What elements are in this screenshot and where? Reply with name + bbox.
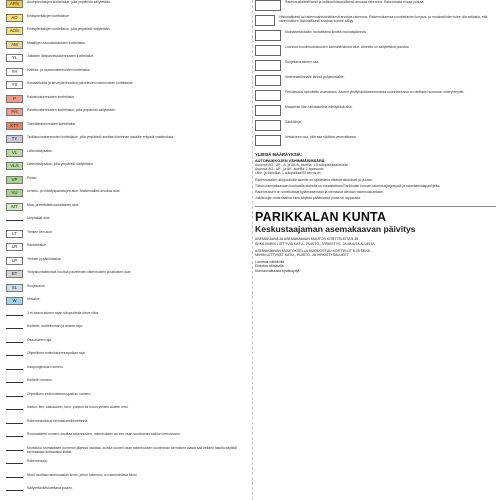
legend-row bbox=[255, 90, 496, 103]
legend-description: Maatilojen talouskeskusten korttelialue. bbox=[27, 40, 86, 45]
legend-row bbox=[4, 311, 252, 325]
legend-symbol: YL bbox=[6, 54, 23, 62]
legend-row bbox=[4, 41, 252, 55]
legend-row bbox=[4, 108, 252, 122]
legend-description: Vesialueen osa, jolle saa sijoittaa venevalkama. bbox=[285, 135, 357, 139]
legend-description: Yhdyskuntateknistä huoltoa palvelevien rakennusten ja laitosten alue. bbox=[27, 270, 132, 274]
legend-row bbox=[4, 230, 252, 244]
legend-description: Ohjeellisen tontin/rakennuspaikan numero. bbox=[27, 391, 92, 396]
legend-row bbox=[4, 203, 252, 217]
regulation-paragraph: Rakennusalan ulkopuolisille alueille on sijoitettava riittävät istutukset ja puusto. bbox=[255, 177, 373, 182]
legend-description: Nuoli osoittaa rakennusalan sivun, johon rakennus on rakennettava kiinni. bbox=[27, 472, 138, 477]
title-line: Ehdotus nähtävillä bbox=[255, 264, 284, 269]
legend-symbol: VL bbox=[6, 149, 23, 157]
legend-description: Suojeltava alueen osa. bbox=[285, 60, 320, 64]
legend-row bbox=[4, 378, 252, 392]
legend-row bbox=[4, 27, 252, 41]
legend-symbol: MT bbox=[6, 203, 23, 211]
legend-description: Puisto. bbox=[27, 175, 38, 180]
legend-symbol: KTY bbox=[6, 122, 23, 130]
legend-symbol bbox=[6, 432, 23, 440]
legend-list-right bbox=[255, 0, 496, 148]
legend-description: Korttelin, korttelinosan ja alueen raja. bbox=[27, 324, 83, 328]
legend-description: Vedenhankinnalle tärkeä pohjavesialue. bbox=[285, 75, 345, 79]
legend-description: Asuinpientalojen korttelialue, jolla ympäristö säilytetään. bbox=[27, 0, 111, 4]
left-legend-column bbox=[4, 0, 252, 500]
legend-description: Umpiaidat alue. bbox=[27, 216, 51, 220]
legend-row bbox=[4, 68, 252, 82]
legend-row bbox=[4, 81, 252, 95]
legend-list bbox=[4, 0, 252, 500]
legend-description: Perkitavaksi tarkoitettu aluevaraus. Alueen yksityiskohtaisemmassa suunnittelussa on otettava huomioon viheryhteydet. bbox=[285, 90, 465, 94]
legend-symbol bbox=[255, 60, 281, 71]
title-divider bbox=[255, 206, 496, 207]
title-line: NIIHIN LIITTYVÄT KATU-, PUISTO- JA VIRKISTYSALUEET bbox=[255, 253, 349, 258]
legend-symbol bbox=[255, 30, 281, 41]
legend-row bbox=[4, 95, 252, 109]
legend-symbol bbox=[6, 486, 23, 494]
legend-description: Roomalainen numero osoittaa rakennusten, rakennuksen tai sen osan suurimman sallitun kerrosluvun. bbox=[27, 432, 181, 436]
legend-row bbox=[255, 60, 496, 73]
legend-description: Rakennusoikeus kerrosalaneliömetreinä. bbox=[27, 418, 89, 423]
legend-symbol bbox=[255, 75, 281, 86]
legend-description: Palvelurakennusten korttelialue, jolla ympäristö säilytetään. bbox=[27, 108, 116, 112]
legend-description: Historiallisesti tai rakennushistoriallisesti arvokas rakennus. Rakennuksessa suoritettavien korjaus- ja muutostöiden tulee olla sellaisia, että rakennuksen historiallisesti arvokas luonne säilyy. bbox=[279, 15, 488, 23]
legend-row bbox=[4, 392, 252, 406]
legend-row bbox=[4, 405, 252, 419]
legend-row bbox=[4, 419, 252, 433]
title-line: ASEMAKAAVAN MUUTOKSELLA MUODOSTUU KORTTELIT 5-35 SEKÄ bbox=[255, 248, 371, 253]
legend-description: Erillispientalojen korttelialue, jolla ympäristö säilytetään. bbox=[27, 27, 111, 31]
column-divider bbox=[252, 0, 253, 500]
legend-description: Rakennusala. bbox=[27, 459, 48, 463]
legend-row bbox=[4, 14, 252, 28]
legend-symbol bbox=[255, 105, 281, 116]
legend-symbol bbox=[6, 419, 23, 427]
general-regulations bbox=[255, 152, 496, 200]
legend-row bbox=[255, 135, 496, 148]
legend-description: Maaperän tilan tarkistamista edellyttävä alue. bbox=[285, 105, 353, 109]
legend-symbol bbox=[6, 324, 23, 332]
legend-symbol bbox=[255, 90, 281, 101]
legend-description: Lähivirkistysalue, jolla ympäristö säilytetään. bbox=[27, 162, 94, 166]
title-line: SEKÄ NIIHIN LIITTYVIÄ KATU-, PUISTO-, VIRKISTYS- JA MUUTA ALUEITA bbox=[255, 241, 375, 246]
legend-symbol bbox=[255, 0, 281, 11]
parking-line: Asunnot AO-, AP-, A- ja AK/A- alueilla: 1,5 autopaikkaa/asunto bbox=[255, 163, 349, 167]
legend-row bbox=[4, 432, 252, 446]
legend-symbol: AO/s bbox=[6, 27, 23, 35]
parking-heading: AUTOPAIKKOJEN VÄHIMMÄISMÄÄRÄ bbox=[255, 159, 325, 163]
legend-row bbox=[4, 0, 252, 14]
legend-symbol: YS bbox=[6, 81, 23, 89]
legend-symbol bbox=[6, 446, 23, 454]
legend-description: Maa- ja metsätalousvaltainen alue. bbox=[27, 202, 80, 207]
legend-description: Kadun, tien, katuaukion, torin, puiston tai muun yleisen alueen nimi. bbox=[27, 405, 129, 409]
legend-description: Sähkölinja. bbox=[285, 120, 302, 124]
legend-description: Yleinen pysäköintialue. bbox=[27, 256, 62, 261]
legend-symbol bbox=[6, 405, 23, 413]
regulation-paragraph: Julkisivujen materiaalina tulee käyttää pääasiassa puuta tai rappausta. bbox=[255, 196, 361, 201]
legend-description: Vesialue. bbox=[27, 297, 41, 301]
legend-row bbox=[4, 216, 252, 230]
right-column bbox=[255, 0, 496, 500]
parking-line: Liike- ja toimitilat: 1 autopaikka/50 kerros-m² bbox=[255, 171, 322, 176]
legend-symbol: P bbox=[6, 95, 23, 103]
legend-symbol: YH bbox=[6, 68, 23, 76]
legend-symbol: SL bbox=[6, 284, 23, 292]
title-line: ASEMAKAAVA JA ASEMAKAAVAN MUUTOS KORTTELEITA 5-35 bbox=[255, 237, 359, 242]
legend-row bbox=[255, 75, 496, 88]
legend-row bbox=[4, 243, 252, 257]
legend-description: Ohjeellinen tontin/rakennuspaikan raja. bbox=[27, 351, 86, 355]
municipality-title: PARIKKALAN KUNTA bbox=[255, 210, 387, 225]
legend-row bbox=[255, 105, 496, 118]
legend-description: Toimitilarakennusten korttelialue. bbox=[27, 121, 77, 126]
legend-row bbox=[255, 15, 496, 28]
regulation-paragraph: Rakennuksen on sovelluttava kylämaisemaan ja olemassa olevaan rakennuskantaan. bbox=[255, 190, 384, 195]
legend-symbol: W bbox=[6, 297, 23, 305]
legend-symbol bbox=[6, 351, 23, 359]
legend-symbol bbox=[255, 135, 281, 146]
legend-symbol bbox=[6, 365, 23, 373]
legend-symbol: AP/s bbox=[6, 0, 23, 8]
legend-description: Rakennustaiteellisesti ja kulttuurihistoriallisesti arvokas rakennus. Rakennusta ei saa purkaa. bbox=[285, 0, 425, 4]
legend-symbol: LT bbox=[6, 230, 23, 238]
legend-description: Julkisten lähipalvelurakennusten korttelialue. bbox=[27, 54, 95, 58]
legend-row bbox=[4, 149, 252, 163]
title-block bbox=[255, 210, 496, 272]
general-regulations-heading: YLEISIÄ MÄÄRÄYKSIÄ: bbox=[255, 152, 303, 157]
regulation-paragraphs bbox=[255, 178, 496, 201]
legend-symbol: P/s bbox=[6, 108, 23, 116]
legend-row bbox=[4, 162, 252, 176]
legend-row bbox=[4, 270, 252, 284]
legend-symbol bbox=[6, 216, 23, 224]
legend-row bbox=[4, 135, 252, 149]
legend-description: Lähivirkistysalue. bbox=[27, 148, 53, 153]
legend-description: Luonnon monimuotoisuuden kannalta tärkeä alue. Alueella on säilytettävä puustoa. bbox=[285, 45, 410, 49]
legend-row bbox=[4, 176, 252, 190]
legend-row bbox=[4, 54, 252, 68]
title-line: Kunnanvaltuusto hyväksynyt bbox=[255, 268, 300, 273]
regulation-paragraph: Tähän asemakaavaan kuuluvalla alueella on noudatettava Parikkalan kunnan rakennusjärjestystä ja rakentamistapaohjetta. bbox=[255, 183, 441, 188]
legend-row bbox=[255, 45, 496, 58]
legend-description: Korttelin numero. bbox=[27, 378, 53, 382]
legend-description: Murtoluku roomalaisen numeron jäljessä osoittaa, kuinka suuren osan rakennuksen suurimman kerroksen alasta saa kellarin tasolla käyttää kerrosalaan luettavaksi tilaksi. bbox=[27, 445, 237, 454]
legend-row bbox=[4, 297, 252, 311]
legend-symbol: TY bbox=[6, 135, 23, 143]
legend-symbol: ET bbox=[6, 270, 23, 278]
legend-row bbox=[255, 30, 496, 43]
parking-lines bbox=[255, 163, 496, 176]
legend-row bbox=[255, 120, 496, 133]
title-line: Luonnos nähtävillä bbox=[255, 260, 285, 265]
legend-symbol: VP bbox=[6, 176, 23, 184]
parking-line: Asunnot AO-, AP-, ja AK- alueilla: 1 ap/asunto bbox=[255, 167, 324, 172]
legend-row bbox=[4, 324, 252, 338]
legend-symbol bbox=[6, 392, 23, 400]
legend-symbol: LR bbox=[6, 243, 23, 251]
legend-symbol: VU bbox=[6, 189, 23, 197]
legend-description: Palvelurakennusten korttelialue. bbox=[27, 94, 76, 99]
legend-row bbox=[4, 486, 252, 500]
title-lines bbox=[255, 237, 496, 272]
legend-row bbox=[4, 459, 252, 473]
legend-symbol: AM bbox=[6, 41, 23, 49]
legend-description: Teollisuusrakennusten korttelialue, jolla ympäristö asettaa toiminnan laadulle erityisiä vaatimuksia. bbox=[27, 135, 175, 139]
legend-symbol: LP bbox=[6, 257, 23, 265]
legend-symbol bbox=[255, 120, 281, 131]
legend-row bbox=[4, 284, 252, 298]
legend-description: Hallinto- ja virastorakennusten korttelialue. bbox=[27, 67, 91, 72]
legend-row bbox=[4, 351, 252, 365]
legend-row bbox=[4, 257, 252, 271]
legend-symbol bbox=[255, 15, 275, 26]
legend-symbol bbox=[6, 378, 23, 386]
legend-symbol: AO bbox=[6, 14, 23, 22]
legend-row bbox=[4, 189, 252, 203]
legend-symbol bbox=[6, 473, 23, 481]
plan-subtitle: Keskustaajaman asemakaavan päivitys bbox=[255, 224, 416, 235]
legend-description: Suojelualue. bbox=[27, 283, 46, 288]
legend-row bbox=[255, 0, 496, 13]
legend-description: Kaupunginosan numero. bbox=[27, 364, 64, 369]
legend-row bbox=[4, 338, 252, 352]
legend-description: Muinaismuistolain rauhoittama kiinteä muinaisjäännös. bbox=[285, 30, 367, 34]
legend-symbol: VL/s bbox=[6, 162, 23, 170]
legend-symbol bbox=[6, 338, 23, 346]
legend-row bbox=[4, 473, 252, 487]
legend-row bbox=[4, 446, 252, 460]
legend-row bbox=[4, 365, 252, 379]
legend-description: Erillispientalojen korttelialue. bbox=[27, 13, 70, 18]
legend-description: Sosiaalitointa ja terveydenhuoltoa palvelevien rakennusten korttelialue. bbox=[27, 81, 134, 85]
legend-symbol bbox=[6, 311, 23, 319]
legend-description: Rautatiealue. bbox=[27, 243, 47, 247]
legend-description: Säilytettävä/istutettava puurivi. bbox=[27, 486, 73, 490]
legend-description: 3 m kaava-alueen rajan ulkopuolella oleva viiva. bbox=[27, 310, 99, 315]
legend-description: Urheilu- ja virkistyspalvelujen alue. Maisemallisti arvokas alue. bbox=[27, 189, 121, 193]
legend-description: Osa-alueen raja. bbox=[27, 337, 53, 342]
legend-description: Yleisen tien alue. bbox=[27, 229, 53, 234]
legend-symbol bbox=[255, 45, 281, 56]
legend-symbol bbox=[6, 459, 23, 467]
legend-row bbox=[4, 122, 252, 136]
